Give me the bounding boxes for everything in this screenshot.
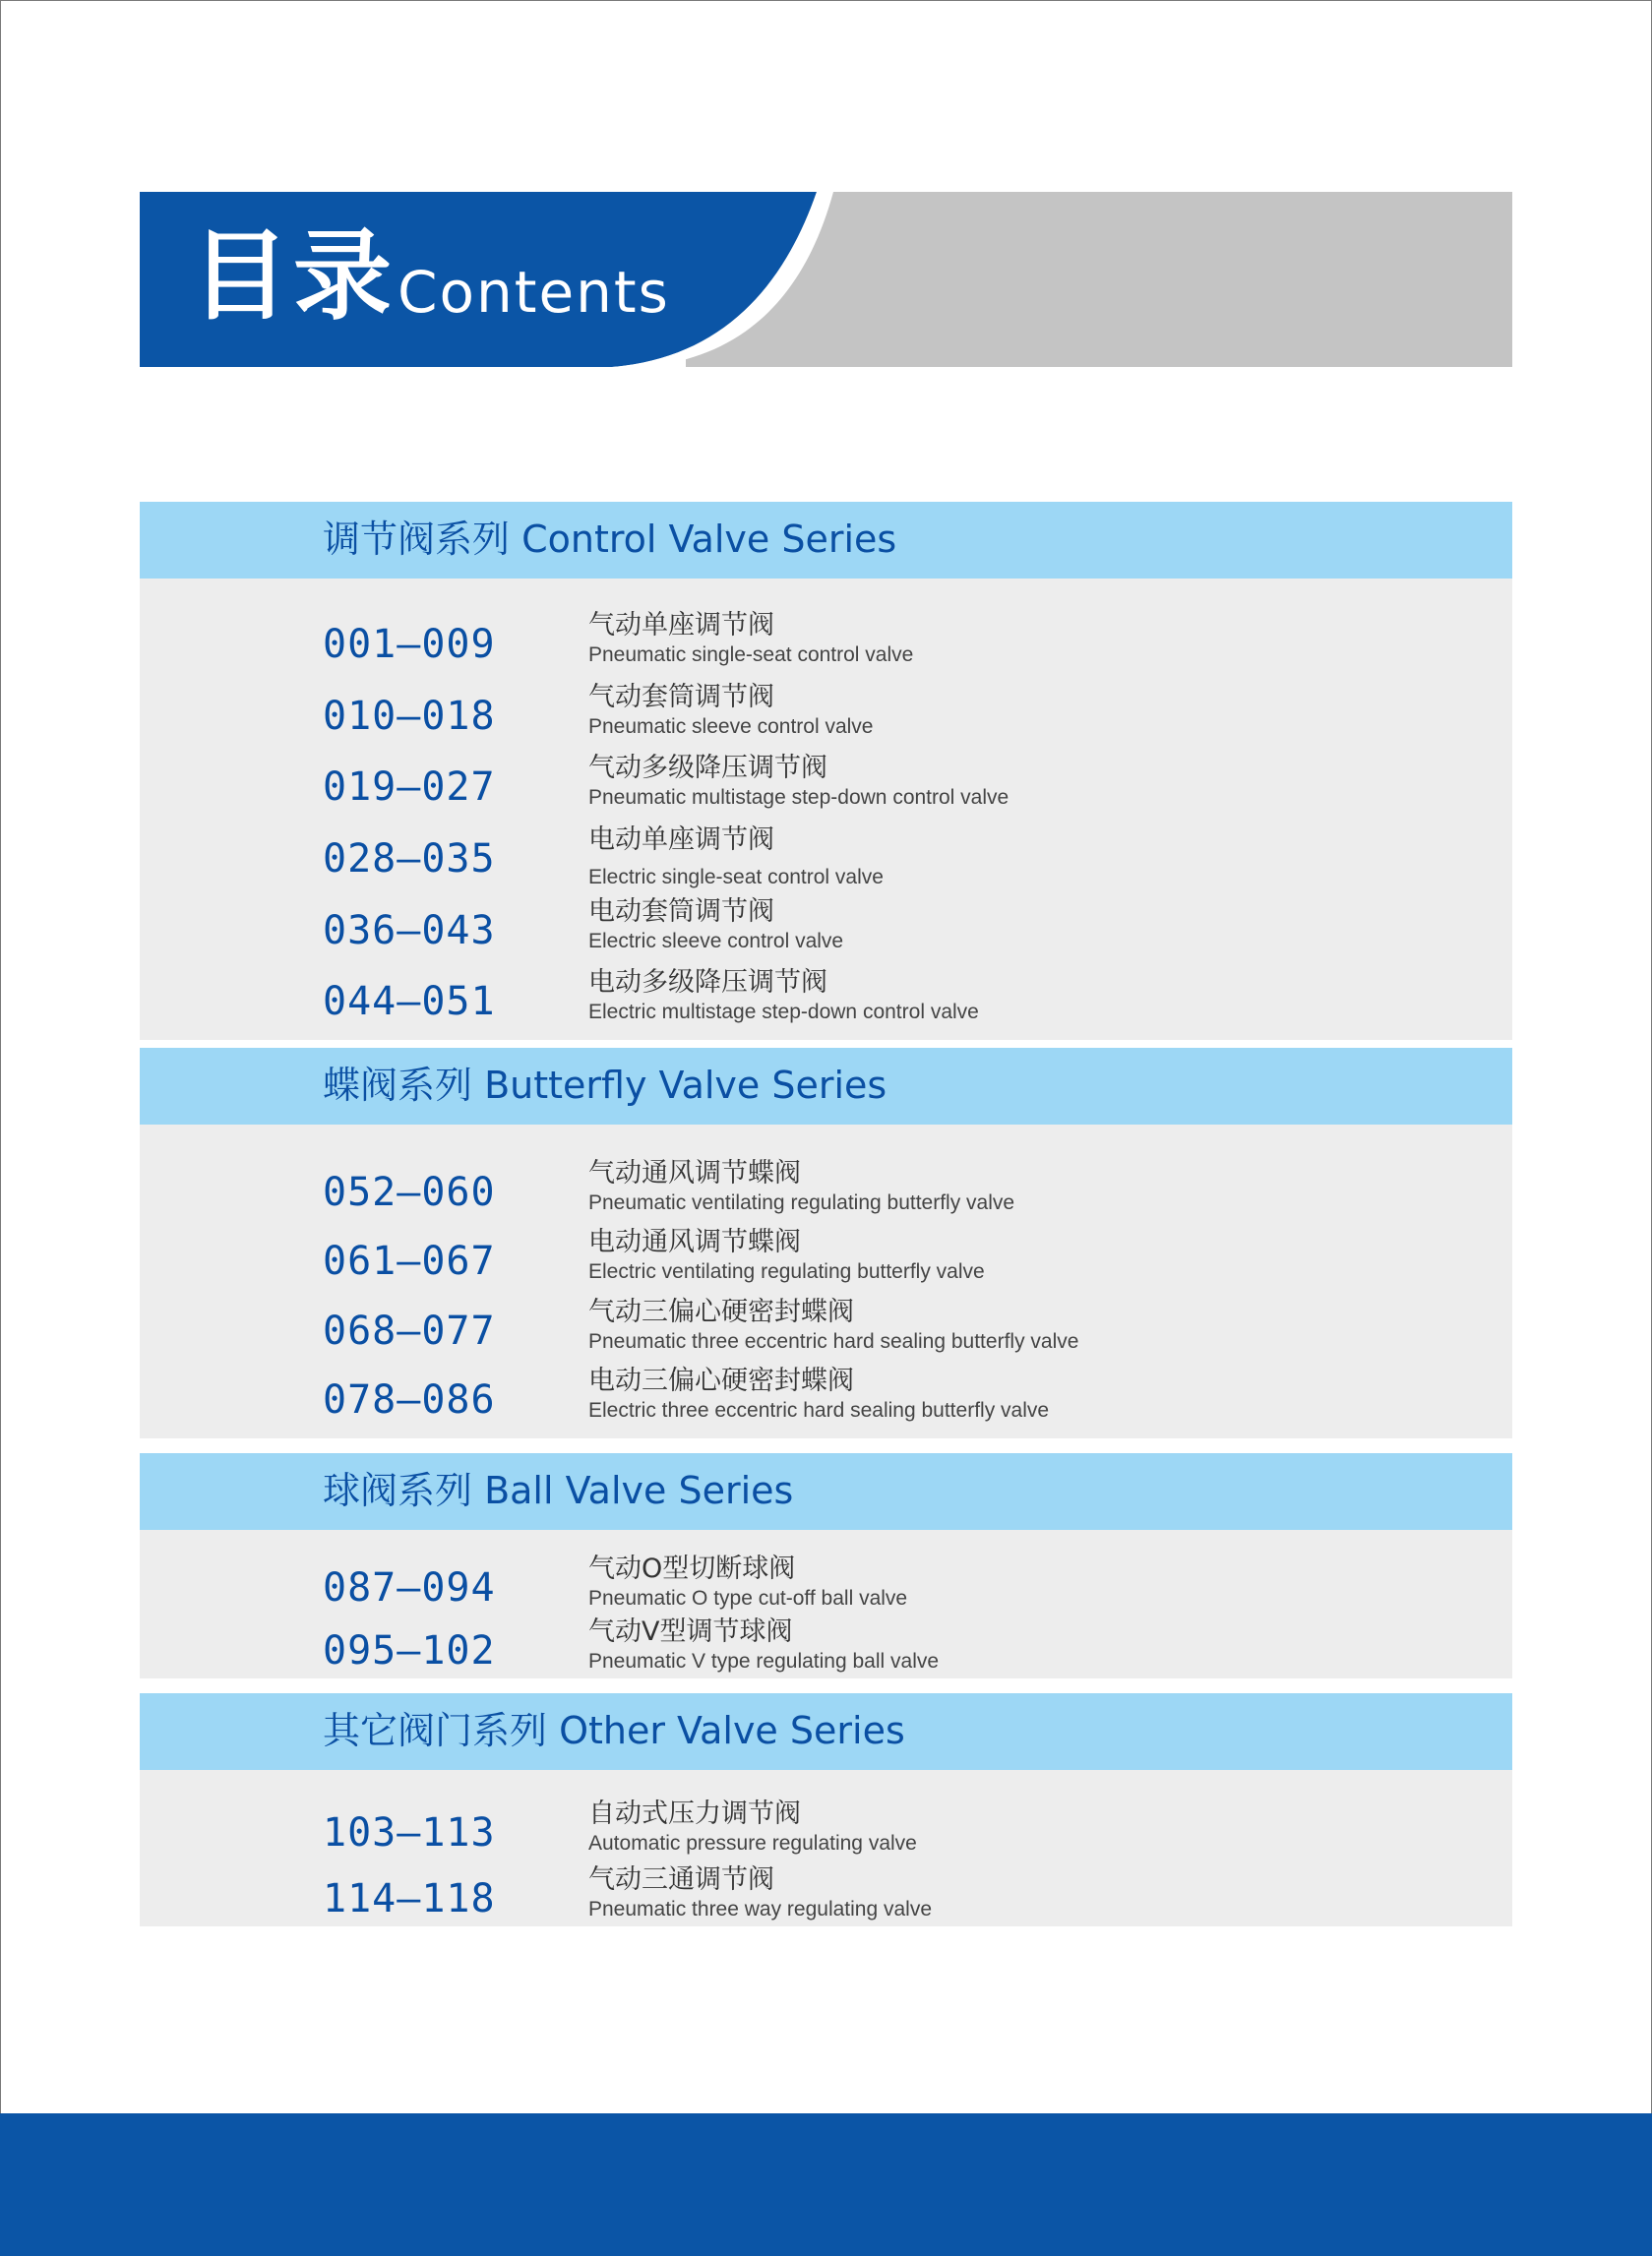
section-body bbox=[140, 1770, 1512, 1926]
page-range: 019–027 bbox=[323, 764, 496, 810]
entry-title-english: Pneumatic V type regulating ball valve bbox=[588, 1650, 940, 1673]
entry-title-english: Pneumatic ventilating regulating butterfly valve bbox=[588, 1191, 1015, 1214]
page-title-english: Contents bbox=[398, 259, 670, 326]
section-body bbox=[140, 1125, 1512, 1438]
entry-title-chinese: 电动多级降压调节阀 bbox=[588, 967, 827, 998]
entry-title-chinese: 气动O型切断球阀 bbox=[588, 1554, 796, 1584]
section-header bbox=[140, 502, 1512, 579]
page-range: 028–035 bbox=[323, 836, 496, 882]
section-title: 其它阀门系列 Other Valve Series bbox=[323, 1709, 905, 1752]
section-body bbox=[140, 579, 1512, 1040]
section-control-valve bbox=[140, 502, 1512, 1040]
toc-entry[interactable] bbox=[140, 1366, 1512, 1437]
toc-entry[interactable] bbox=[140, 1556, 1512, 1625]
page-range: 052–060 bbox=[323, 1170, 496, 1215]
section-title: 蝶阀系列 Butterfly Valve Series bbox=[323, 1064, 887, 1107]
page-range: 044–051 bbox=[323, 979, 496, 1024]
toc-entry[interactable] bbox=[140, 753, 1512, 824]
footer-band bbox=[0, 2113, 1652, 2256]
contents-header-banner bbox=[140, 192, 1512, 367]
entry-title-chinese: 电动套筒调节阀 bbox=[588, 896, 774, 927]
entry-title-english: Electric three eccentric hard sealing butterfly valve bbox=[588, 1399, 1050, 1422]
entry-title-chinese: 气动单座调节阀 bbox=[588, 610, 774, 640]
entry-title-chinese: 气动多级降压调节阀 bbox=[588, 753, 827, 783]
page-range: 061–067 bbox=[323, 1239, 496, 1284]
page-range: 103–113 bbox=[323, 1810, 496, 1856]
page-range: 036–043 bbox=[323, 908, 496, 953]
toc-entry[interactable] bbox=[140, 682, 1512, 754]
entry-title-english: Pneumatic three eccentric hard sealing butterfly valve bbox=[588, 1330, 1079, 1353]
entry-title-english: Pneumatic O type cut-off ball valve bbox=[588, 1587, 908, 1610]
page-range: 068–077 bbox=[323, 1309, 496, 1354]
entry-title-english: Electric multistage step-down control valve bbox=[588, 1001, 979, 1023]
section-other-valve bbox=[140, 1693, 1512, 1926]
entry-title-chinese: 电动单座调节阀 bbox=[588, 824, 774, 855]
entry-title-english: Pneumatic single-seat control valve bbox=[588, 643, 914, 666]
toc-entry[interactable] bbox=[140, 967, 1512, 1039]
entry-title-english: Electric single-seat control valve bbox=[588, 866, 884, 888]
entry-title-chinese: 气动V型调节球阀 bbox=[588, 1616, 793, 1647]
section-butterfly-valve bbox=[140, 1048, 1512, 1438]
entry-title-english: Pneumatic sleeve control valve bbox=[588, 715, 874, 738]
page-title-chinese: 目录 bbox=[191, 218, 396, 334]
section-title: 球阀系列 Ball Valve Series bbox=[323, 1469, 794, 1512]
toc-entry[interactable] bbox=[140, 1297, 1512, 1369]
toc-entry[interactable] bbox=[140, 896, 1512, 968]
page-range: 114–118 bbox=[323, 1876, 496, 1921]
section-header bbox=[140, 1048, 1512, 1125]
toc-entry[interactable] bbox=[140, 1801, 1512, 1870]
entry-title-english: Automatic pressure regulating valve bbox=[588, 1832, 917, 1855]
entry-title-chinese: 气动三通调节阀 bbox=[588, 1864, 774, 1895]
entry-title-chinese: 电动三偏心硬密封蝶阀 bbox=[588, 1366, 854, 1396]
page-range: 087–094 bbox=[323, 1565, 496, 1611]
section-header bbox=[140, 1453, 1512, 1530]
entry-title-english: Pneumatic multistage step-down control valve bbox=[588, 786, 1010, 809]
toc-entry[interactable] bbox=[140, 1158, 1512, 1230]
entry-title-english: Electric ventilating regulating butterfly valve bbox=[588, 1260, 985, 1283]
page-range: 010–018 bbox=[323, 694, 496, 739]
toc-entry[interactable] bbox=[140, 1227, 1512, 1299]
page-range: 095–102 bbox=[323, 1628, 496, 1674]
entry-title-chinese: 气动套筒调节阀 bbox=[588, 682, 774, 712]
entry-title-english: Electric sleeve control valve bbox=[588, 930, 844, 952]
entry-title-chinese: 气动通风调节蝶阀 bbox=[588, 1158, 801, 1189]
section-ball-valve bbox=[140, 1453, 1512, 1678]
toc-entry[interactable] bbox=[140, 1616, 1512, 1688]
entry-title-chinese: 气动三偏心硬密封蝶阀 bbox=[588, 1297, 854, 1327]
entry-title-english: Pneumatic three way regulating valve bbox=[588, 1898, 933, 1921]
page-range: 078–086 bbox=[323, 1377, 496, 1423]
toc-entry[interactable] bbox=[140, 1864, 1512, 1936]
entry-title-chinese: 电动通风调节蝶阀 bbox=[588, 1227, 801, 1257]
section-body bbox=[140, 1530, 1512, 1678]
entry-title-chinese: 自动式压力调节阀 bbox=[588, 1799, 801, 1829]
section-header bbox=[140, 1693, 1512, 1770]
page-range: 001–009 bbox=[323, 622, 496, 667]
toc-entry[interactable] bbox=[140, 824, 1512, 896]
section-title: 调节阀系列 Control Valve Series bbox=[323, 518, 897, 561]
toc-entry[interactable] bbox=[140, 610, 1512, 682]
